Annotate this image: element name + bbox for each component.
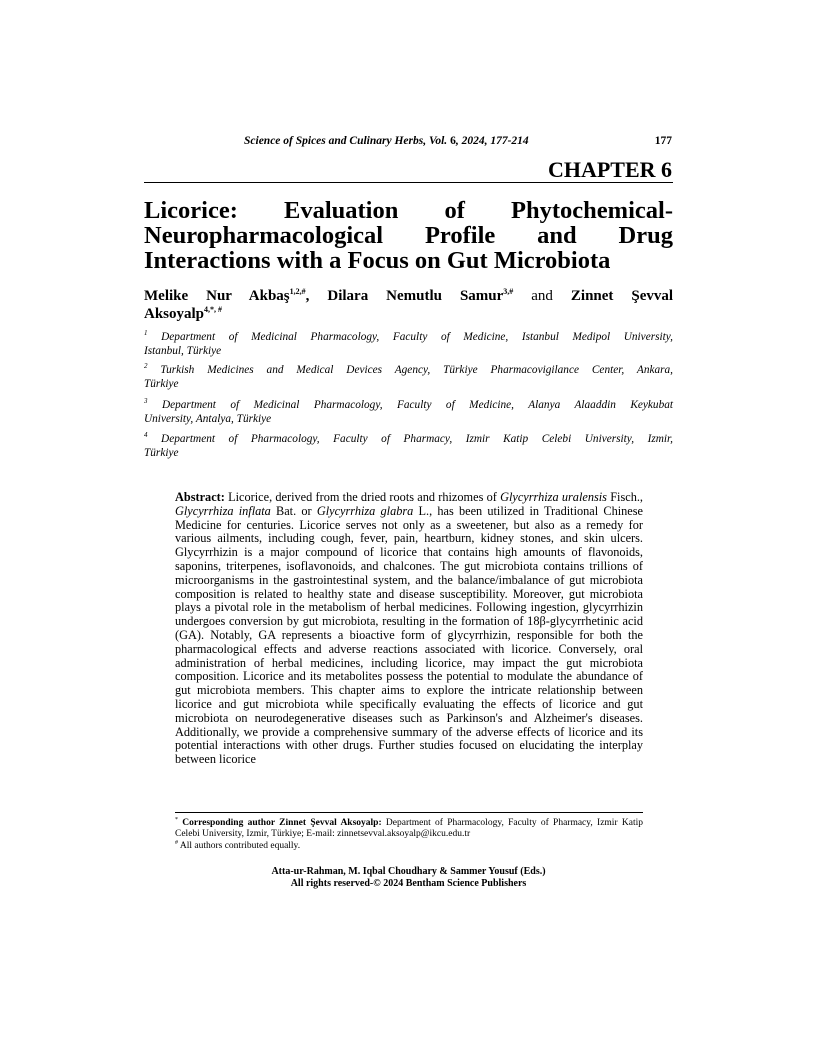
species-name: Glycyrrhiza uralensis — [500, 490, 607, 504]
species-name: Glycyrrhiza inflata — [175, 503, 271, 518]
species-name: Glycyrrhiza glabra — [316, 503, 414, 518]
title-line: Interactions with a Focus on Gut Microbiota — [144, 247, 611, 274]
author-affiliation-marks: 3,# — [503, 287, 514, 296]
page-number: 177 — [654, 135, 672, 147]
corresponding-author-note: * Corresponding author Zinnet Şevval Aksoyalp: Department of Pharmacology, Faculty of Pharmacy, Izmir Katip Celebi University, Izmir, Türkiye; E-mail: zinnetsevval.aksoyalp@ikcu.edu.tr — [175, 816, 643, 840]
author-name: Aksoyalp — [144, 306, 205, 322]
editors-block — [144, 866, 673, 889]
editors-line: Atta-ur-Rahman, M. Iqbal Choudhary & Sammer Yousuf (Eds.) — [271, 866, 546, 877]
affiliation: $^2$ Turkish Medicines and Medical Devices Agency, Türkiye Pharmacovigilance Center, Ankara, Türkiye — [144, 362, 673, 390]
equal-contribution-note: # All authors contributed equally. — [175, 839, 301, 851]
affiliation: $^1$ Department of Medicinal Pharmacology, Faculty of Medicine, Istanbul Medipol University, Istanbul, Türkiye — [144, 329, 673, 357]
copyright-line: All rights reserved-© 2024 Bentham Science Publishers — [290, 877, 527, 889]
footnote-rule — [175, 812, 643, 813]
author-list: Melike Nur Akbaş$^{1,2,\#}$, Dilara Nemutlu Samur$^{3,\#}$ and Zinnet Şevval Aksoyalp$^{4,*, \#}$ — [144, 287, 674, 322]
footnotes — [175, 818, 643, 852]
author-name: Melike Nur Akbaş — [144, 288, 290, 304]
abstract: Abstract: Licorice, derived from the dried roots and rhizomes of Glycyrrhiza uralensis Fisch., Glycyrrhiza inflata Bat. or Glycyrrhiza glabra L., has been utilized in Traditional Chinese Medicine for centuries. Licorice serves not only as a sweetener, but also as a remedy for various ailments, including cough, fever, pain, heartburn, kidney stones, and skin ulcers. Glycyrrhizin is a major compound of licorice that contains high amounts of flavonoids, saponins, triterpenes, isoflavonoids, and chalcones. The gut microbiota contains trillions of microorganisms in the gastrointestinal system, and the balance/imbalance of gut microbiota composition is related to healthy state and disease susceptibility. Moreover, gut microbiota plays a pivotal role in the metabolism of herbal medicines. Following ingestion, glycyrrhizin undergoes conversion by gut microbiota, resulting in the formation of 18β-glycyrrhetinic acid (GA). Notably, GA represents a bioactive form of glycyrrhizin, responsible for both the pharmacological effects and adverse reactions associated with licorice. Conversely, oral administration of herbal medicines, including licorice, may impact the gut microbiota composition. Licorice and its metabolites possess the potential to modulate the abundance of gut microbiota members. This chapter aims to explore the intricate relationship between licorice and gut microbiota while specifically evaluating the effects of licorice and gut microbiota on neurodegenerative diseases such as Parkinson's and Alzheimer's diseases. Additionally, we provide a comprehensive summary of the adverse effects of licorice and its potential interactions with other drugs. Further studies focused on elucidating the interplay between licorice — [175, 490, 643, 767]
author-name: Zinnet Şevval — [570, 288, 674, 304]
chapter-title — [144, 198, 673, 273]
author-name: Dilara Nemutlu Samur — [327, 288, 504, 304]
author-affiliation-marks: 4,*, # — [204, 305, 223, 314]
title-line: Licorice: Evaluation of Phytochemical- — [144, 197, 673, 224]
running-head — [144, 135, 672, 151]
title-line: Neuropharmacological Profile and Drug — [144, 222, 673, 249]
affiliation: $^4$ Department of Pharmacology, Faculty of Pharmacy, Izmir Katip Celebi University, Izmir, Türkiye — [144, 431, 673, 459]
affiliation: $^3$ Department of Medicinal Pharmacology, Faculty of Medicine, Alanya Alaaddin Keykubat University, Antalya, Türkiye — [144, 397, 674, 425]
abstract-label: Abstract: — [175, 490, 225, 504]
author-conjunction: and — [531, 288, 553, 304]
journal-citation: Science of Spices and Culinary Herbs, Vol. 6, 2024, 177-214 — [244, 135, 529, 147]
author-affiliation-marks: 1,2,# — [289, 287, 306, 296]
header-rule — [144, 182, 673, 183]
chapter-label: CHAPTER 6 — [547, 157, 672, 182]
